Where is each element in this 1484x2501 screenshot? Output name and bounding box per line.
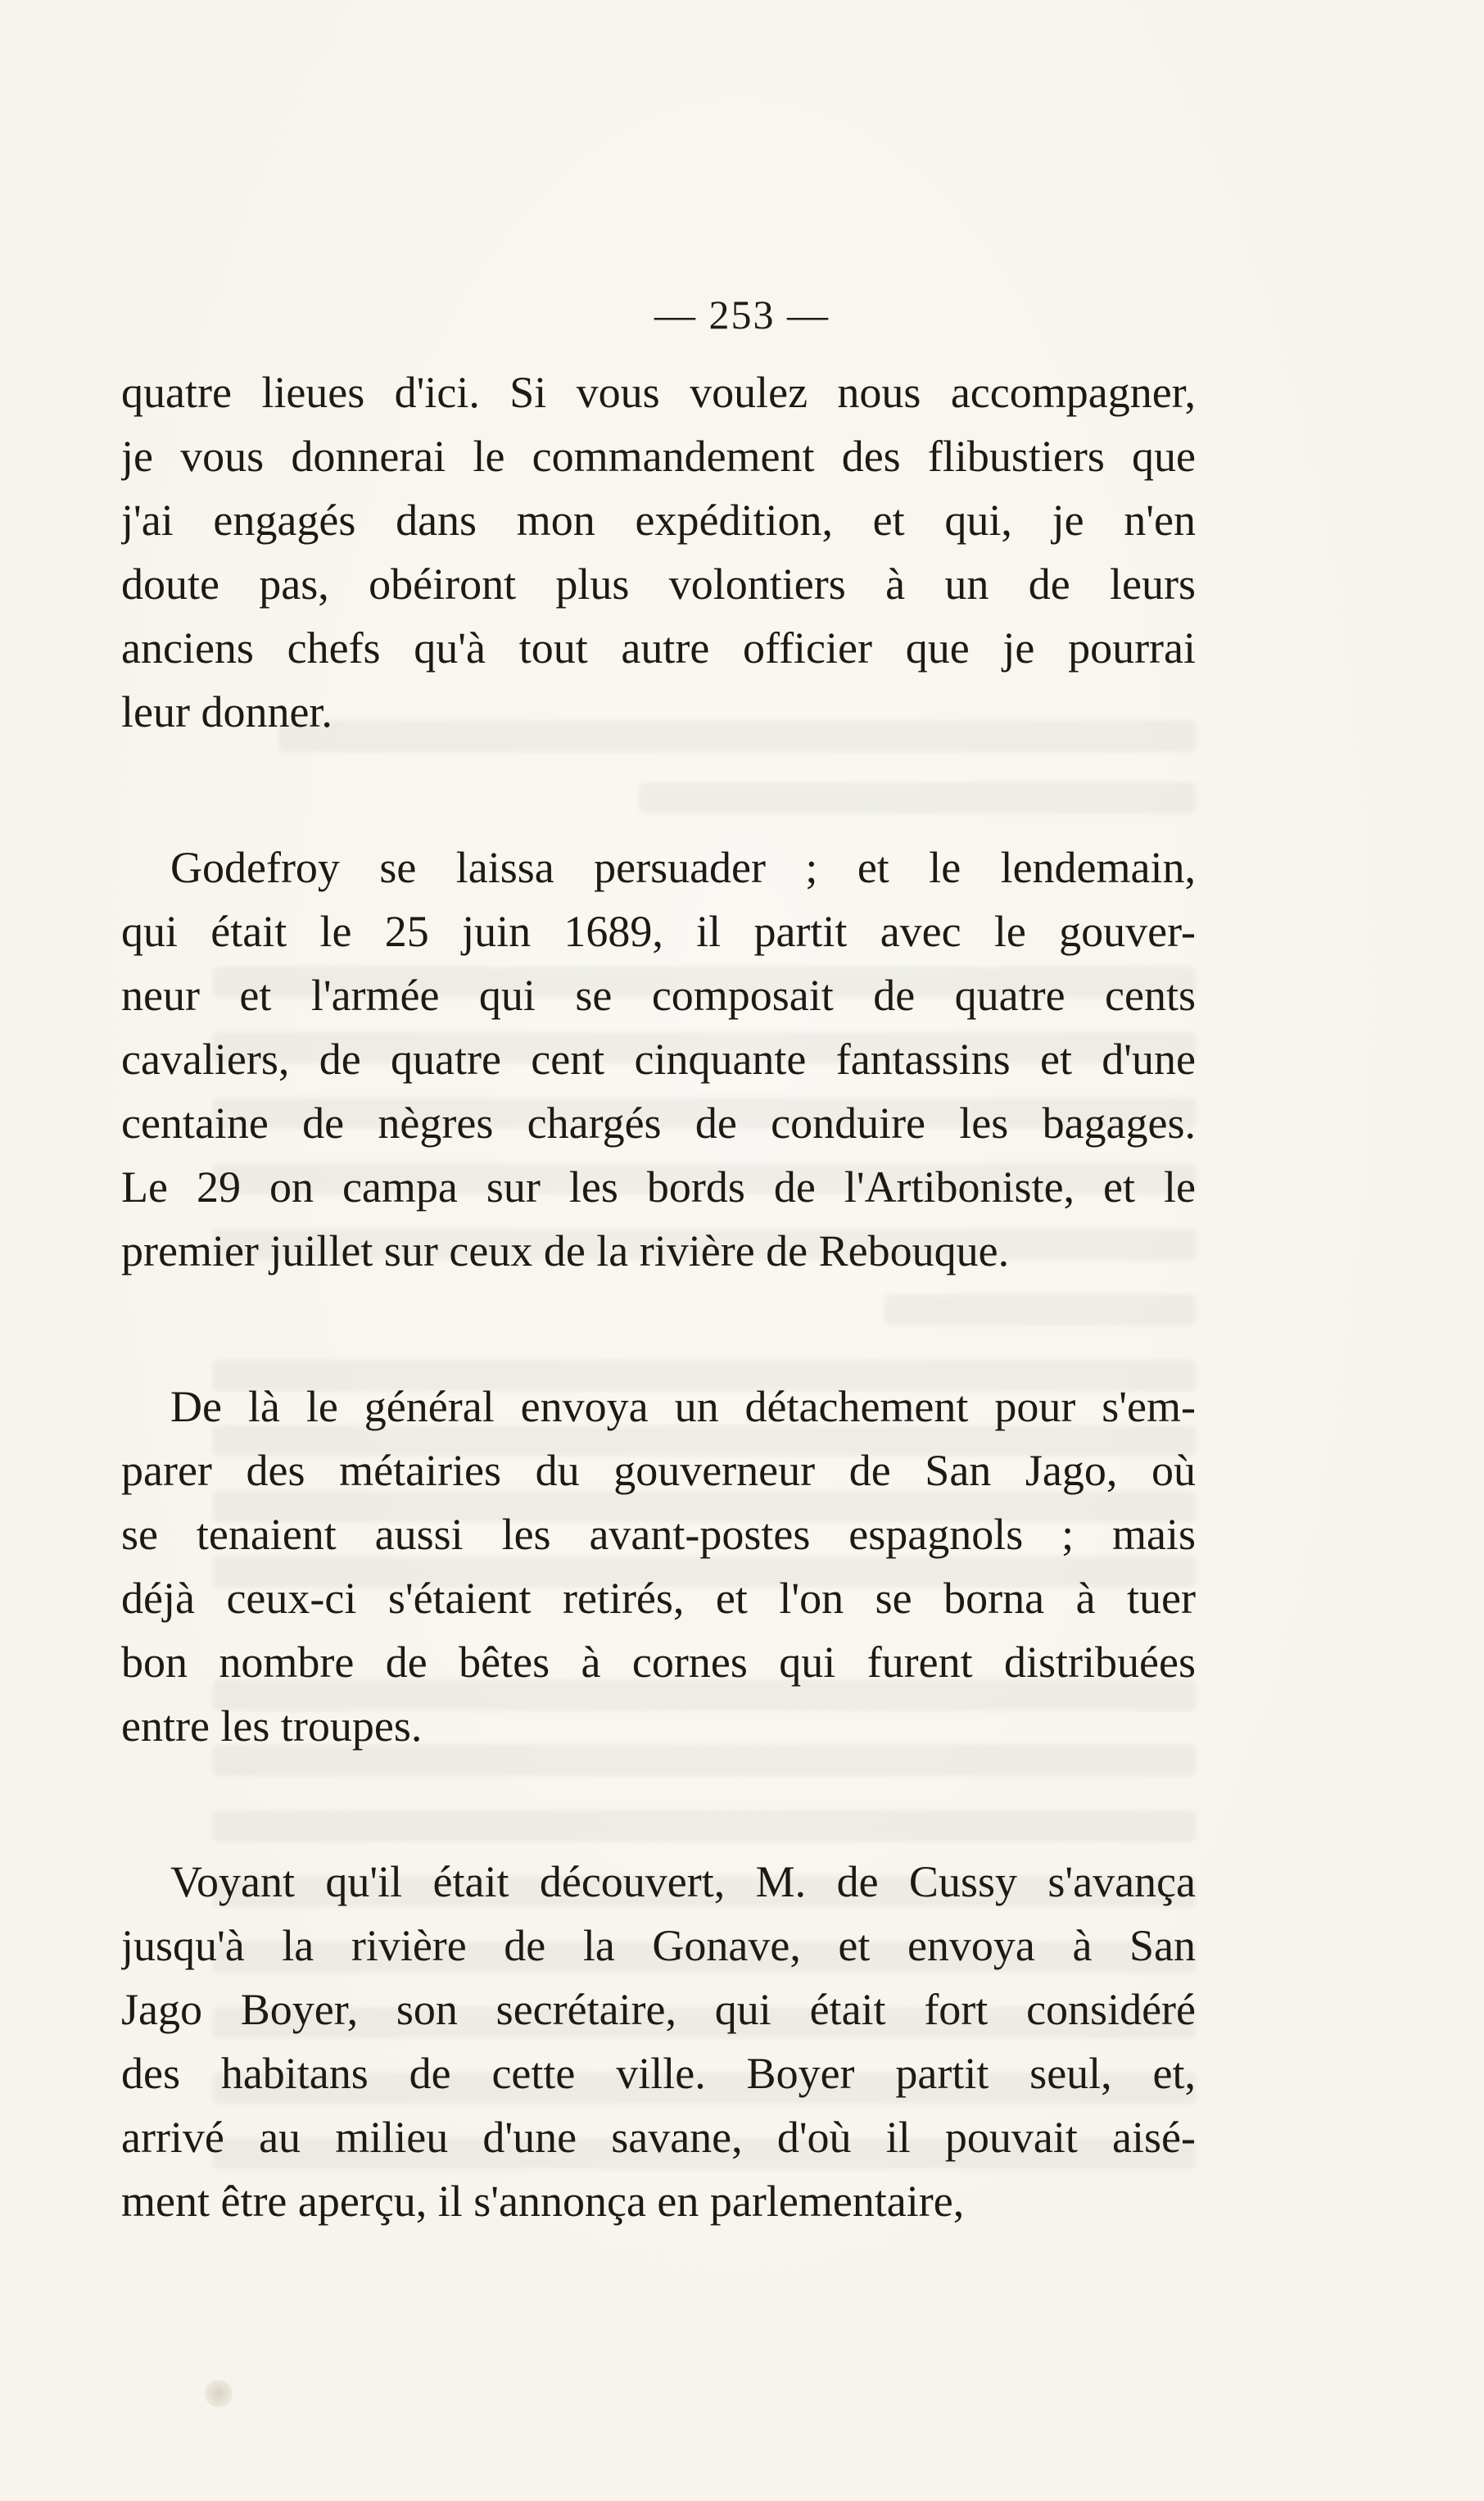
paragraph-4 xyxy=(121,1850,1196,2233)
text-line: des habitans de cette ville. Boyer partit seul, et, xyxy=(121,2049,1196,2098)
text-line: quatre lieues d'ici. Si vous voulez nous accompagner, xyxy=(121,368,1196,417)
text-line: déjà ceux-ci s'étaient retirés, et l'on se borna à tuer xyxy=(121,1574,1196,1623)
text-line: j'ai engagés dans mon expédition, et qui, je n'en xyxy=(121,496,1196,545)
text-line: bon nombre de bêtes à cornes qui furent distribuées xyxy=(121,1638,1196,1687)
text-line: parer des métairies du gouverneur de San Jago, où xyxy=(121,1446,1196,1495)
text-line: leur donner. xyxy=(121,687,333,736)
text-line: doute pas, obéiront plus volontiers à un de leurs xyxy=(121,560,1196,609)
text-line: anciens chefs qu'à tout autre officier que je pourrai xyxy=(121,623,1196,673)
text-line: Le 29 on campa sur les bords de l'Artiboniste, et le xyxy=(121,1162,1196,1212)
text-line: Jago Boyer, son secrétaire, qui était fort considéré xyxy=(121,1985,1196,2034)
paragraph-1 xyxy=(121,360,1196,744)
page-number: — 253 — xyxy=(654,292,830,338)
text-line: cavaliers, de quatre cent cinquante fantassins et d'une xyxy=(121,1035,1196,1084)
text-line: qui était le 25 juin 1689, il partit avec le gouver- xyxy=(121,907,1196,956)
body-text xyxy=(121,360,1196,2233)
text-line: Voyant qu'il était découvert, M. de Cussy s'avança xyxy=(170,1857,1196,1906)
text-line: neur et l'armée qui se composait de quatre cents xyxy=(121,971,1196,1020)
text-line: ment être aperçu, il s'annonça en parlementaire, xyxy=(121,2177,965,2226)
text-line: premier juillet sur ceux de la rivière de Rebouque. xyxy=(121,1226,1010,1275)
text-line: je vous donnerai le commandement des flibustiers que xyxy=(121,432,1196,481)
text-line: jusqu'à la rivière de la Gonave, et envoya à San xyxy=(121,1921,1196,1970)
text-line: se tenaient aussi les avant-postes espagnols ; mais xyxy=(121,1510,1196,1559)
paragraph-3 xyxy=(121,1375,1196,1758)
paragraph-2 xyxy=(121,836,1196,1283)
text-line: entre les troupes. xyxy=(121,1701,423,1751)
paper-stain xyxy=(205,2380,233,2408)
text-line: arrivé au milieu d'une savane, d'où il pouvait aisé- xyxy=(121,2113,1196,2162)
text-line: Godefroy se laissa persuader ; et le lendemain, xyxy=(170,843,1196,892)
text-line: De là le général envoya un détachement pour s'em- xyxy=(170,1382,1196,1431)
text-line: centaine de nègres chargés de conduire les bagages. xyxy=(121,1099,1196,1148)
